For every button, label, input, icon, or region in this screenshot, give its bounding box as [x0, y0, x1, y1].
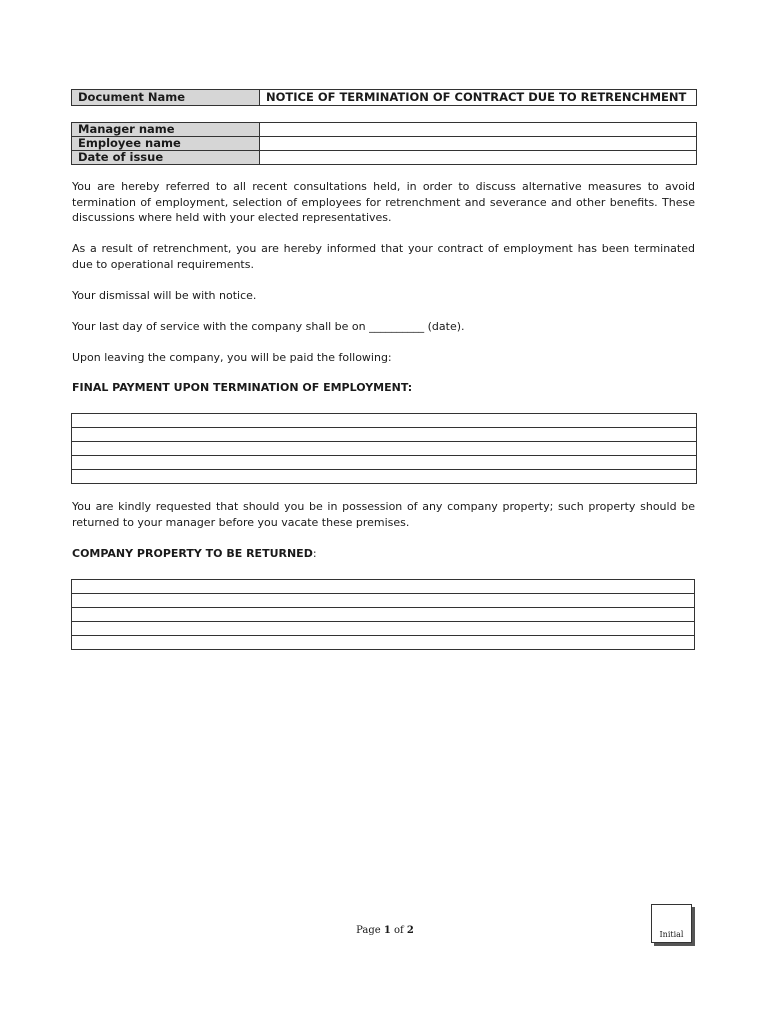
initial-box[interactable]	[651, 904, 692, 943]
final-payment-heading: FINAL PAYMENT UPON TERMINATION OF EMPLOYMENT:	[72, 381, 413, 394]
document-name-value: NOTICE OF TERMINATION OF CONTRACT DUE TO RETRENCHMENT	[260, 90, 697, 106]
company-property-heading-colon: :	[312, 547, 317, 560]
table-row	[72, 442, 697, 456]
table-row	[72, 414, 697, 428]
consultations-paragraph: You are hereby referred to all recent consultations held, in order to discuss alternative measures to avoid termination of employment, selection of employees for retrenchment and severance and other benefits. These discussions where held with your elected representatives.	[72, 180, 695, 224]
table-row	[72, 636, 695, 650]
retrenchment-paragraph: As a result of retrenchment, you are hereby informed that your contract of employment has been terminated due to operational requirements.	[72, 242, 695, 271]
company-property-table	[71, 579, 695, 650]
page-of: of	[390, 925, 407, 936]
employee-name-label: Employee name	[72, 137, 260, 151]
table-row	[72, 470, 697, 484]
table-cell[interactable]	[72, 414, 697, 428]
table-cell[interactable]	[72, 456, 697, 470]
page-current: 1	[383, 925, 391, 936]
initial-label: Initial	[659, 930, 684, 939]
date-of-issue-field[interactable]	[260, 151, 697, 165]
company-property-heading-text: COMPANY PROPERTY TO BE RETURNED	[72, 547, 313, 560]
page-total: 2	[406, 925, 414, 936]
table-cell[interactable]	[72, 622, 695, 636]
table-row	[72, 428, 697, 442]
table-row	[72, 580, 695, 594]
document-name-table	[71, 89, 697, 106]
table-cell[interactable]	[72, 442, 697, 456]
final-payment-table	[71, 413, 697, 484]
dismissal-notice-paragraph: Your dismissal will be with notice.	[72, 289, 257, 302]
payment-intro-paragraph: Upon leaving the company, you will be paid the following:	[72, 351, 392, 364]
table-cell[interactable]	[72, 580, 695, 594]
manager-name-field[interactable]	[260, 123, 697, 137]
document-name-label: Document Name	[72, 90, 260, 106]
company-property-paragraph: You are kindly requested that should you be in possession of any company property; such property should be returned to your manager before you vacate these premises.	[72, 500, 695, 529]
info-table	[71, 122, 697, 165]
table-cell[interactable]	[72, 428, 697, 442]
table-cell[interactable]	[72, 608, 695, 622]
last-day-paragraph: Your last day of service with the company shall be on __________ (date).	[72, 320, 465, 333]
table-row	[72, 456, 697, 470]
table-row	[72, 594, 695, 608]
date-of-issue-label: Date of issue	[72, 151, 260, 165]
page-prefix: Page	[356, 925, 384, 936]
company-property-heading	[72, 547, 317, 560]
table-cell[interactable]	[72, 470, 697, 484]
employee-name-field[interactable]	[260, 137, 697, 151]
manager-name-label: Manager name	[72, 123, 260, 137]
table-row	[72, 622, 695, 636]
table-row	[72, 608, 695, 622]
table-cell[interactable]	[72, 636, 695, 650]
table-cell[interactable]	[72, 594, 695, 608]
